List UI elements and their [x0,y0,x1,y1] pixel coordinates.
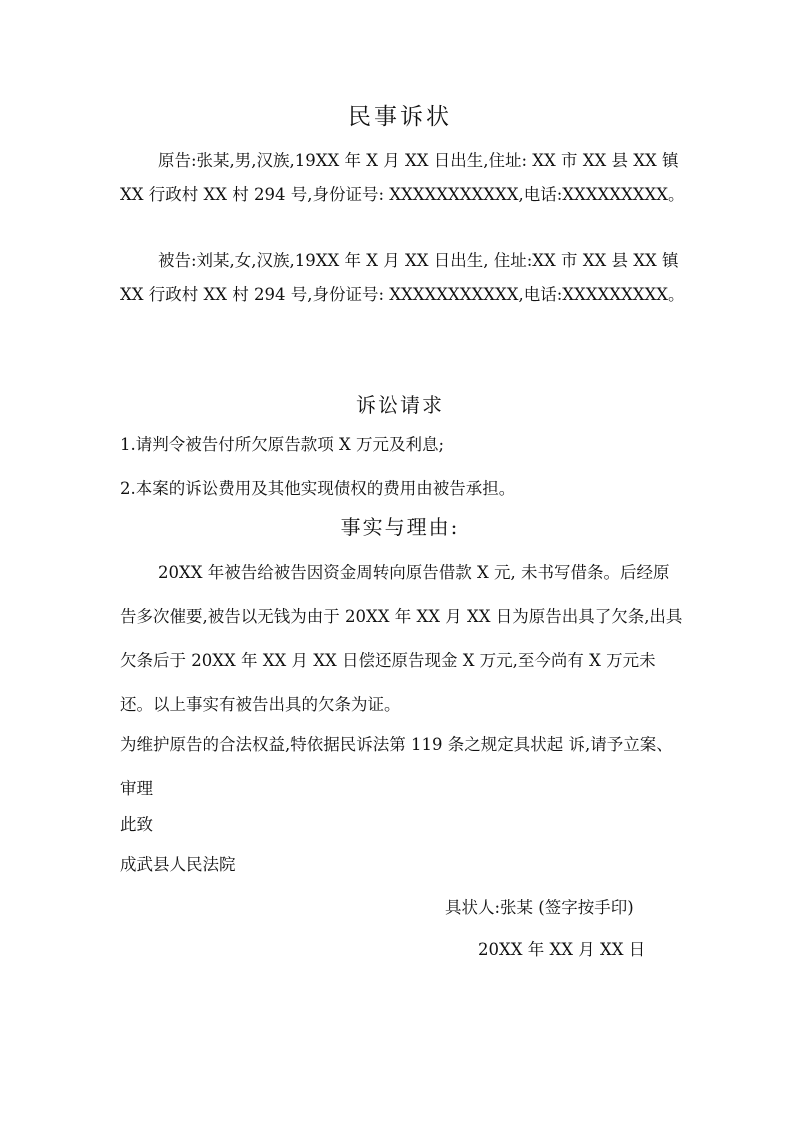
claim-item-2: 2.本案的诉讼费用及其他实现债权的费用由被告承担。 [120,479,516,498]
facts-paragraph: 20XX 年被告给被告因资金周转向原告借款 X 元, 未书写借条。后经原告多次催要,被告以无钱为由于 20XX 年 XX 月 XX 日为原告出具了欠条,出具欠条后于 20XX 年 XX 月 XX 日偿还原告现金 X 万元,至今尚有 X 万元未还。以上事实有被告出具的欠条为证。 [120,563,683,714]
facts-heading: 事实与理由: [340,515,460,539]
plaintiff-paragraph: 原告:张某,男,汉族,19XX 年 X 月 XX 日出生,住址: XX 市 XX 县 XX 镇 XX 行政村 XX 村 294 号,身份证号: XXXXXXXXXXX,电话:XXXXXXXXX。 [120,151,685,204]
claim-item-1: 1.请判令被告付所欠原告款项 X 万元及利息; [120,435,445,454]
closing-text: 此致 [120,815,153,834]
date-line: 20XX 年 XX 月 XX 日 [478,940,646,959]
defendant-paragraph: 被告:刘某,女,汉族,19XX 年 X 月 XX 日出生, 住址:XX 市 XX 县 XX 镇 XX 行政村 XX 村 294 号,身份证号: XXXXXXXXXXX,电话:XXXXXXXXX。 [120,251,685,304]
request-paragraph: 为维护原告的合法权益,特依据民诉法第 119 条之规定具状起 诉,请予立案、审理 [120,735,673,798]
court-name: 成武县人民法院 [120,855,236,874]
claims-heading: 诉讼请求 [356,393,444,417]
signature-line: 具状人:张某 (签字按手印) [445,898,634,917]
document-title: 民事诉状 [348,104,452,130]
